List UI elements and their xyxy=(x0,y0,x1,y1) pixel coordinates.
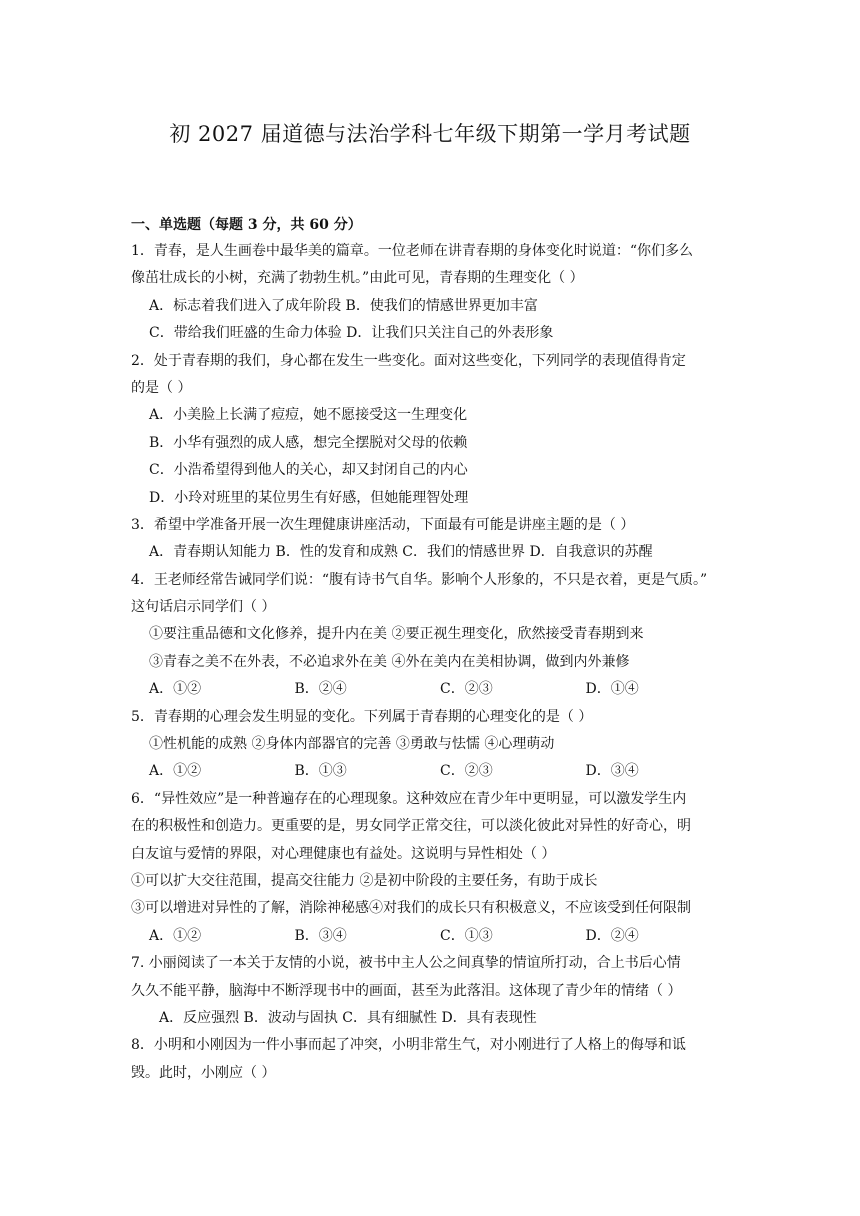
q1-options-cd: C．带给我们旺盛的生命力体验 D．让我们只关注自己的外表形象 xyxy=(149,325,554,342)
q5-option-b: B．①③ xyxy=(294,763,347,780)
q7-options: A．反应强烈 B．波动与固执 C．具有细腻性 D．具有表现性 xyxy=(159,1009,537,1026)
q2-stem-line1: 2．处于青春期的我们，身心都在发生一些变化。面对这些变化，下列同学的表现值得肯定 xyxy=(131,352,686,369)
q8-stem-line2: 毁。此时，小刚应（ ） xyxy=(131,1064,276,1081)
q6-stem-line2: 在的积极性和创造力。更重要的是，男女同学正常交往，可以淡化彼此对异性的好奇心，明 xyxy=(131,818,691,835)
q6-statements-12: ①可以扩大交往范围，提高交往能力 ②是初中阶段的主要任务，有助于成长 xyxy=(131,872,598,889)
q7-stem-line1: 7. 小丽阅读了一本关于友情的小说，被书中主人公之间真挚的情谊所打动，合上书后心情 xyxy=(131,955,681,972)
q4-option-b: B．②④ xyxy=(294,681,347,698)
q4-option-d: D．①④ xyxy=(585,681,639,698)
q6-options xyxy=(131,923,731,950)
page-title: 初 2027 届道德与法治学科七年级下期第一学月考试题 xyxy=(169,122,691,146)
q3-stem: 3．希望中学准备开展一次生理健康讲座活动，下面最有可能是讲座主题的是（ ） xyxy=(131,516,635,533)
q2-option-b: B．小华有强烈的成人感，想完全摆脱对父母的依赖 xyxy=(149,434,468,451)
q4-statements-12: ①要注重品德和文化修养，提升内在美 ②要正视生理变化，欣然接受青春期到来 xyxy=(149,626,644,643)
q6-option-b: B．③④ xyxy=(294,927,347,944)
q5-options xyxy=(131,758,731,785)
q5-statements: ①性机能的成熟 ②身体内部器官的完善 ③勇敢与怯懦 ④心理萌动 xyxy=(149,736,555,753)
q2-option-d: D．小玲对班里的某位男生有好感，但她能理智处理 xyxy=(149,489,469,506)
q4-options xyxy=(131,676,731,703)
q5-option-a: A．①② xyxy=(149,763,202,780)
q8-stem-line1: 8．小明和小刚因为一件小事而起了冲突，小明非常生气，对小刚进行了人格上的侮辱和诋 xyxy=(131,1037,686,1054)
q5-option-c: C．②③ xyxy=(440,763,493,780)
section-heading: 一、单选题（每题 3 分，共 60 分） xyxy=(131,217,362,233)
q4-statements-34: ③青春之美不在外表，不必追求外在美 ④外在美内在美相协调，做到内外兼修 xyxy=(149,653,630,670)
q6-stem-line1: 6．“异性效应”是一种普遍存在的心理现象。这种效应在青少年中更明显，可以激发学生内 xyxy=(131,790,687,807)
question-body xyxy=(131,238,731,1087)
q1-stem-line1: 1．青春，是人生画卷中最华美的篇章。一位老师在讲青春期的身体变化时说道：“你们多么 xyxy=(131,243,694,259)
q5-stem: 5．青春期的心理会发生明显的变化。下列属于青春期的心理变化的是（ ） xyxy=(131,708,593,725)
q4-stem-line1: 4．王老师经常告诫同学们说：“腹有诗书气自华。影响个人形象的，不只是衣着，更是气质。” xyxy=(131,571,708,588)
q6-option-c: C．①③ xyxy=(440,927,493,944)
q2-option-a: A．小美脸上长满了痘痘，她不愿接受这一生理变化 xyxy=(149,407,468,424)
q1-options-ab: A．标志着我们进入了成年阶段 B．使我们的情感世界更加丰富 xyxy=(149,297,538,314)
q4-option-a: A．①② xyxy=(149,681,202,698)
q2-stem-line2: 的是（ ） xyxy=(131,379,192,396)
q6-option-d: D．②④ xyxy=(585,927,639,944)
q4-option-c: C．②③ xyxy=(440,681,493,698)
q1-stem-line2: 像茁壮成长的小树，充满了勃勃生机。”由此可见，青春期的生理变化（ ） xyxy=(131,270,584,287)
q7-stem-line2: 久久不能平静，脑海中不断浮现书中的画面，甚至为此落泪。这体现了青少年的情绪（ ） xyxy=(131,982,682,999)
q6-statements-34: ③可以增进对异性的了解，消除神秘感④对我们的成长只有积极意义，不应该受到任何限制 xyxy=(131,900,691,917)
q6-stem-line3: 白友谊与爱情的界限，对心理健康也有益处。这说明与异性相处（ ） xyxy=(131,845,556,862)
q6-option-a: A．①② xyxy=(149,927,202,944)
q3-options: A．青春期认知能力 B．性的发育和成熟 C．我们的情感世界 D．自我意识的苏醒 xyxy=(149,544,653,561)
q4-stem-line2: 这句话启示同学们（ ） xyxy=(131,599,276,616)
q2-option-c: C．小浩希望得到他人的关心，却又封闭自己的内心 xyxy=(149,462,468,479)
q5-option-d: D．③④ xyxy=(585,763,639,780)
